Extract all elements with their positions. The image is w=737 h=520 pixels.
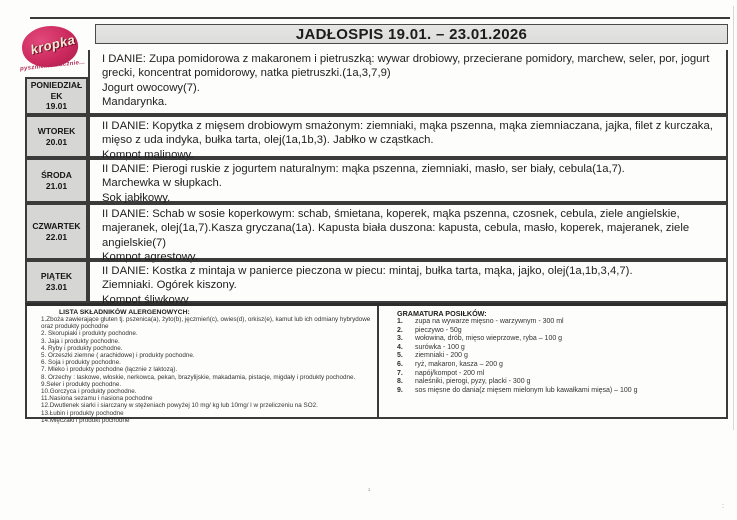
portion-sizes-header: GRAMATURA POSIŁKÓW:	[397, 309, 487, 318]
logo-tagline: pysznie...smacznie...	[19, 59, 86, 73]
portion-item-number: 9.	[397, 386, 403, 394]
portion-item-text: naleśniki, pierogi, pyzy, placki - 300 g	[415, 378, 531, 386]
portion-item-text: wołowina, drób, mięso wieprzowe, ryba – 100 g	[415, 335, 563, 343]
day-date: 20.01	[45, 136, 68, 147]
allergen-item: 8. Orzechy : laskowe, włoskie, nerkowca, pekan, brazylijskie, makadamia, pistacje, migdały i produkty pochodne.	[41, 373, 356, 381]
menu-title-bar	[95, 24, 728, 44]
menu-cell-piatek	[88, 260, 728, 306]
menu-cell-poniedzialek	[88, 50, 728, 115]
portion-item-number: 4.	[397, 343, 403, 351]
menu-line: Ziemniaki. Ogórek kiszony.	[102, 279, 237, 292]
logo-wordmark: kropka	[28, 31, 77, 58]
menu-line: Kompot agrestowy.	[102, 251, 198, 264]
day-cell-czwartek	[25, 203, 88, 260]
allergen-item: 14.Mięczaki i produkt pochodne	[41, 416, 130, 424]
allergen-item: 9.Seler i produkty pochodne.	[41, 380, 122, 388]
menu-line: Mandarynka.	[102, 96, 168, 109]
allergen-item: 5. Orzeszki ziemne ( arachidowe) i produkty pochodne.	[41, 352, 195, 360]
portion-item-text: pieczywo - 50g	[415, 326, 462, 334]
day-name: CZWARTEK	[32, 220, 81, 231]
menu-line: I DANIE: Zupa pomidorowa z makaronem i pietruszką: wywar drobiowy, przecierane pomidory, marchew, seler, por, jogurt grecki, koncentrat pomidorowy, natka pietruszki.(1a,3,7,9)	[102, 53, 710, 80]
portion-item-text: ziemniaki - 200 g	[415, 352, 468, 360]
portion-item-text: zupa na wywarze mięsno - warzywnym - 300 ml	[415, 318, 564, 325]
scan-edge-line	[733, 6, 734, 430]
allergen-item: 11.Nasiona sezamu i nasiona pochodne	[41, 395, 153, 403]
menu-line: Marchewka w słupkach.	[102, 177, 222, 190]
allergen-item: 13.Łubin i produkty pochodne	[41, 409, 124, 417]
scan-artifact: ¹	[368, 488, 371, 495]
menu-line: II DANIE: Schab w sosie koperkowym: schab, śmietana, koperek, mąka pszenna, czosnek, cebula, ziele angielskie, majeranek, olej(1a,7).Kasza gryczana(1a). Kapusta biała duszona: kapusta, cebula, masło, koperek, majeranek, ziele angielskie(7)	[102, 208, 690, 249]
menu-title: JADŁOSPIS 19.01. – 23.01.2026	[295, 25, 528, 43]
menu-cell-wtorek	[88, 115, 728, 161]
portion-item	[397, 361, 718, 370]
day-date: 22.01	[45, 231, 68, 242]
allergen-item: 2. Skorupiaki i produkty pochodne.	[41, 330, 138, 338]
menu-line: II DANIE: Kostka z mintaja w panierce pieczona w piecu: mintaj, bułka tarta, mąka, jajko, olej(1a,1b,3,4,7).	[102, 265, 633, 277]
day-date: 23.01	[45, 281, 68, 292]
portion-item-text: napój/kompot - 200 ml	[415, 369, 485, 377]
allergen-item: 6. Soja i produkty pochodne.	[41, 359, 121, 367]
day-cell-piatek	[25, 260, 88, 303]
allergen-item: 12.Dwutlenek siarki i siarczany w stężeniach powyżej 10 mg/ kg lub 10mg/ l w przeliczeniu na SO2.	[41, 402, 318, 410]
allergens-list	[27, 306, 379, 424]
portion-item	[397, 335, 718, 344]
menu-line: II DANIE: Kopytka z mięsem drobiowym smażonym: ziemniaki, mąka pszenna, mąka ziemniaczana, jajka, filet z kurczaka, mięso z uda indyka, bułka tarta, olej(1a,1b,3). Jabłko w cząstkach.	[102, 120, 713, 147]
portion-item-number: 6.	[397, 360, 403, 368]
day-date: 19.01	[45, 101, 68, 112]
allergens-header: LISTA SKŁADNIKÓW ALERGENOWYCH:	[59, 309, 190, 316]
day-name: PONIEDZIAŁEK	[30, 80, 83, 101]
allergen-item: 4. Ryby i produkty pochodne.	[41, 344, 123, 352]
portion-item	[397, 387, 718, 396]
day-name: ŚRODA	[41, 169, 72, 180]
portion-item-text: sos mięsne do dania(z mięsem mielonym lub kawałkami mięsa) – 100 g	[415, 386, 638, 394]
day-name: PIĄTEK	[40, 270, 73, 281]
day-name: WTOREK	[37, 125, 76, 136]
portion-item	[397, 378, 718, 387]
portion-item	[397, 370, 718, 379]
allergen-item: 1.Zboża zawierające gluten tj. pszenica(a), żyto(b), jęczmień(c), owies(d), orkisz(e), kamut lub ich odmiany hybrydowe oraz produkty pochodne	[41, 316, 371, 331]
kropka-logo	[20, 25, 84, 77]
portion-sizes-list	[379, 306, 726, 417]
scan-artifact: :	[722, 503, 724, 510]
day-date: 21.01	[45, 180, 68, 191]
menu-cell-sroda	[88, 158, 728, 203]
day-cell-poniedzialek	[25, 77, 88, 115]
portion-item-number: 2.	[397, 326, 403, 334]
portion-item	[397, 327, 718, 336]
portion-item-number: 5.	[397, 352, 403, 360]
portion-item	[397, 352, 718, 361]
menu-line: Kompot śliwkowy	[102, 293, 189, 306]
day-cell-sroda	[25, 158, 88, 203]
menu-line: Jogurt owocowy(7).	[102, 81, 200, 94]
menu-cell-czwartek	[88, 203, 728, 264]
day-cell-wtorek	[25, 115, 88, 158]
portion-item-number: 3.	[397, 335, 403, 343]
menu-line: II DANIE: Pierogi ruskie z jogurtem naturalnym: mąka pszenna, ziemniaki, masło, ser biały, cebula(1a,7).	[102, 163, 625, 175]
portion-item-number: 7.	[397, 369, 403, 377]
portion-item-text: surówka - 100 g	[415, 343, 465, 351]
menu-line: Kompot malinowy.	[102, 148, 194, 161]
allergen-item: 10.Gorczyca i produkty pochodne.	[41, 388, 137, 396]
footer-info-section	[25, 303, 728, 424]
top-border-rule	[30, 17, 730, 19]
portion-item-number: 8.	[397, 378, 403, 386]
portion-item	[397, 344, 718, 353]
portion-item-number: 1.	[397, 318, 403, 325]
portion-item	[397, 318, 718, 327]
allergen-item: 3. Jaja i produkty pochodne.	[41, 337, 120, 345]
menu-line: Sok jabłkowy.	[102, 191, 171, 204]
allergen-item: 7. Mleko i produkty pochodne (łącznie z laktozą).	[41, 366, 178, 374]
portion-item-text: ryż, makaron, kasza – 200 g	[415, 360, 503, 368]
